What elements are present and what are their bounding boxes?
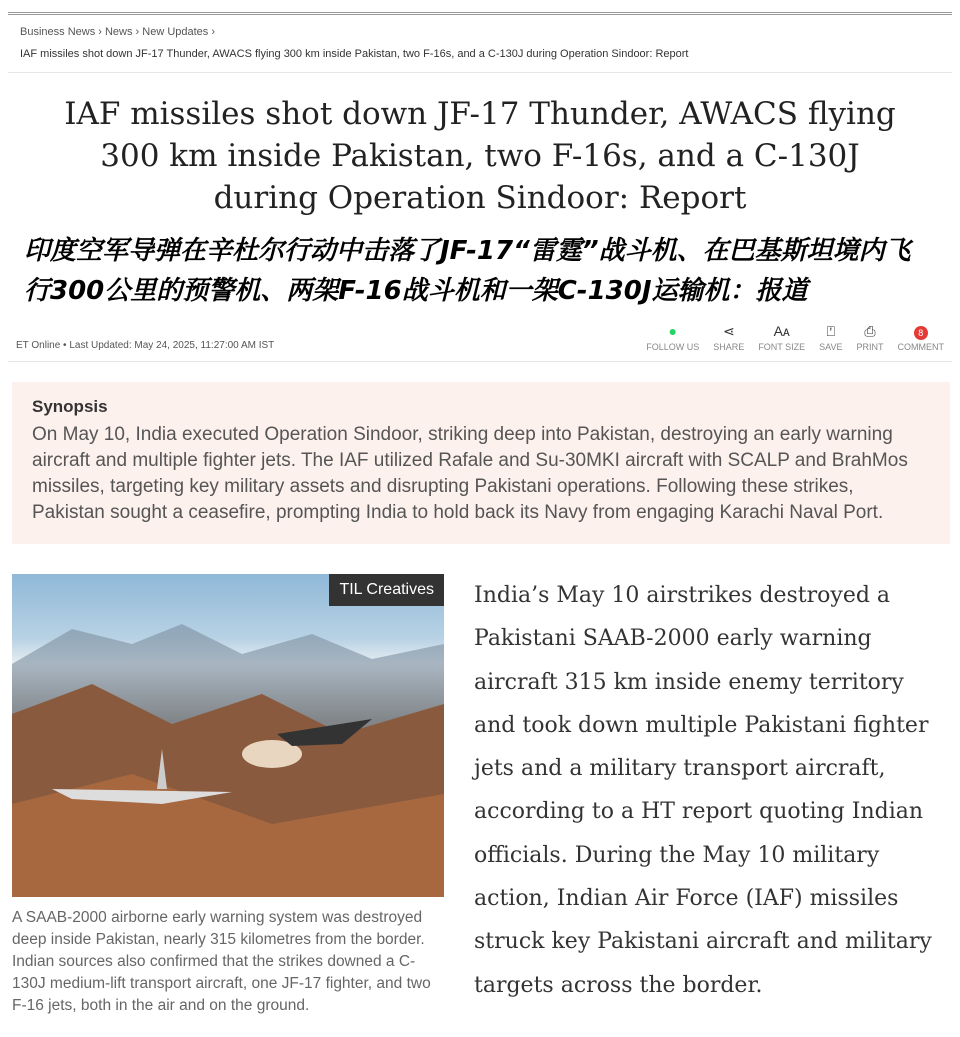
synopsis-box [12,382,950,544]
breadcrumb-current: IAF missiles shot down JF-17 Thunder, AWACS flying 300 km inside Pakistan, two F-16s, and a C-130J during Operation Sindoor: Report [20,48,689,60]
image-caption: A SAAB-2000 airborne early warning system was destroyed deep inside Pakistan, nearly 315 kilometres from the border. Indian sources also confirmed that the strikes downed a C-130J medium-lift transport aircraft, one JF-17 fighter, and two F-16 jets, both in the air and on the ground. [12,909,431,1014]
breadcrumb[interactable]: Business News › News › New Updates › [20,26,216,38]
article-body: India’s May 10 airstrikes destroyed a Pakistani SAAB-2000 early warning aircraft 315 km inside enemy territory and took down multiple Pakistani fighter jets and a military transport aircraft, according to a HT report quoting Indian officials. During the May 10 military action, Indian Air Force (IAF) missiles struck key Pakistani aircraft and military targets across the border. [474,583,932,998]
share-icon: ⋖ [722,323,735,339]
top-divider [8,12,952,15]
article-meta [16,323,944,353]
font-size-button[interactable] [758,323,805,353]
share-button[interactable] [713,323,744,353]
byline: ET Online • Last Updated: May 24, 2025, 11:27:00 AM IST [16,340,275,351]
article-tools [646,323,944,353]
synopsis-heading: Synopsis [32,397,108,416]
tool-label: SHARE [713,342,745,352]
tool-label: FONT SIZE [758,342,806,352]
whatsapp-icon: ● [668,323,678,339]
font-size-icon: Aᴀ [773,323,790,339]
comment-count: 8 [914,326,928,340]
comment-button[interactable] [898,323,945,353]
article-title: IAF missiles shot down JF-17 Thunder, AWACS flying 300 km inside Pakistan, two F-16s, and a C-130J during Operation Sindoor: Report [64,96,896,216]
follow-us-button[interactable] [646,323,699,353]
synopsis-text: On May 10, India executed Operation Sindoor, striking deep into Pakistan, destroying an early warning aircraft and multiple fighter jets. The IAF utilized Rafale and Su-30MKI aircraft with SCALP and BrahMos missiles, targeting key military assets and disrupting Pakistani operations. Following these strikes, Pakistan sought a ceasefire, prompting India to hold back its Navy from engaging Karachi Naval Port. [32,424,908,523]
tool-label: SAVE [819,342,843,352]
translated-caption-overlay: 印度空军导弹在辛杜尔行动中击落了JF-17“雷霆”战斗机、在巴基斯坦境内飞行300公里的预警机、两架F-16战斗机和一架C-130J运输机：报道 [24,236,911,306]
divider [8,72,952,73]
article-image [12,574,444,897]
print-button[interactable] [857,323,884,353]
fighter-jets-illustration [12,574,444,897]
article-content [12,574,952,1017]
bookmark-icon: ⍞ [826,323,836,339]
save-button[interactable] [819,323,842,353]
image-column [12,574,444,1017]
comment-icon [914,323,928,341]
print-icon: ⎙ [864,323,876,339]
divider [8,361,952,362]
tool-label: FOLLOW US [646,342,700,352]
tool-label: PRINT [856,342,884,352]
tool-label: COMMENT [897,342,944,352]
image-credit: TIL Creatives [329,574,444,606]
